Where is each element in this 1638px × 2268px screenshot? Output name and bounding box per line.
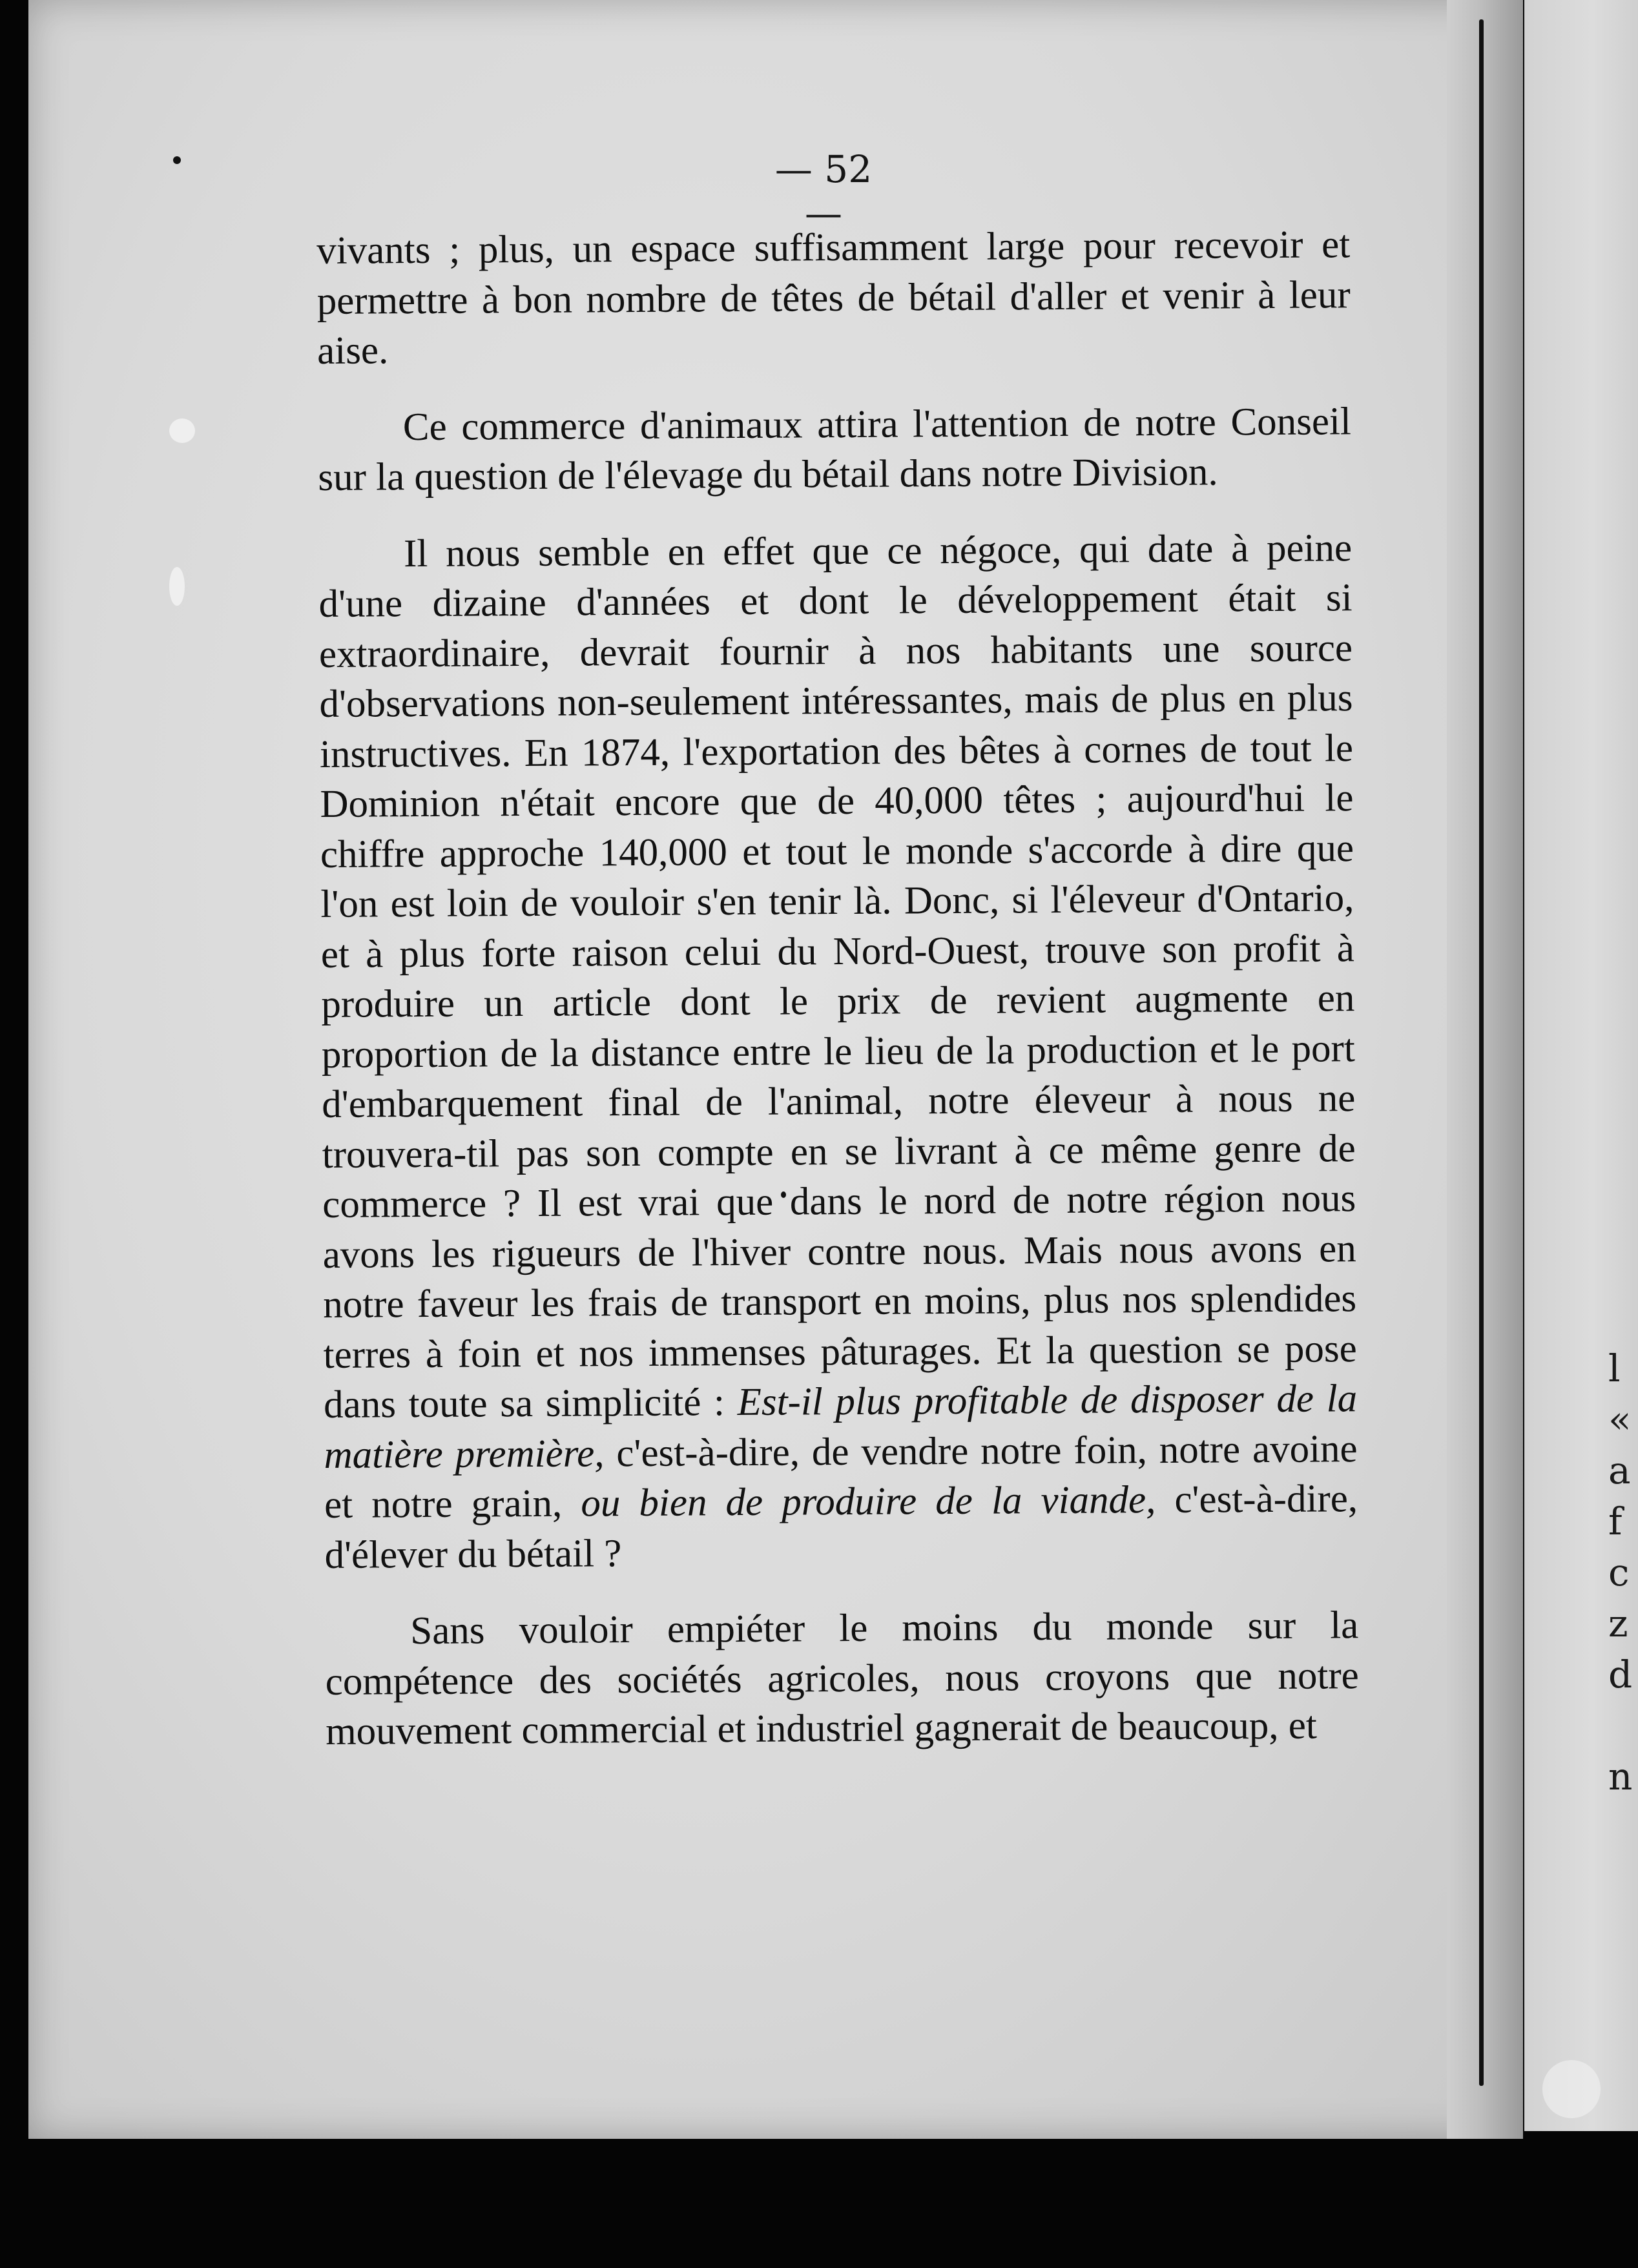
text-run: vivants ; plus, un espace suffisamment large pour recevoir et permettre à bon nombre de têtes de bétail d'aller et venir à leur aise. [316,223,1351,373]
paragraph [325,1600,1359,1757]
italic-text-run: Est-il plus profitable de disposer de la matière première, [324,1377,1358,1477]
body-text [316,220,1360,1783]
italic-text-run: ou bien de produire de la viande, [581,1478,1156,1525]
paragraph [316,220,1351,376]
text-run: Il nous semble en effet que ce négoce, qui date à peine d'une dizaine d'années et dont le développement était si extraordinaire, devrait fournir à nos habitants une source d'observations non-seulement intéressantes, mais de plus en plus instructives. En 1874, l'exportation des bêtes à cornes de tout le Dominion n'était encore que de 40,000 têtes ; aujourd'hui le chiffre approche 140,000 et tout le monde s'accorde à dire que l'on est loin de vouloir s'en tenir là. Donc, si l'éleveur d'Ontario, et à plus forte raison celui du Nord-Ouest, trouve son profit à produire un article dont le prix de revient augmente en proportion de la distance entre le lieu de la production et le port d'embarquement final de l'animal, notre éleveur à nous ne trouvera-til pas son compte en se livrant à ce même genre de commerce ? Il est vrai que dans le nord de notre région nous avons les rigueurs de l'hiver contre nous. Mais nous avons en notre faveur les frais de transport en moins, plus nos splendides terres à foin et nos immenses pâturages. Et la question se pose dans toute sa simplicité : [318,526,1357,1427]
text-run: c'est-à-dire, d'élever du bétail ? [324,1477,1358,1577]
scan-dust [169,418,195,443]
text-run: Ce commerce d'animaux attira l'attention de notre Conseil sur la question de l'élevage du bétail dans notre Division. [318,399,1352,499]
scan-speck [173,156,181,164]
text-run: Sans vouloir empiéter le moins du monde sur la compétence des sociétés agricoles, nous croyons que notre mouvement commercial et industriel gagnerait de beaucoup, et [325,1603,1359,1753]
page-number: — 52 — [774,147,873,235]
paragraph [318,523,1358,1580]
scan-dust [169,567,185,606]
adjacent-page-text-fragment: l « a f c z d n [1608,1346,1633,1799]
paragraph [318,397,1352,503]
binding-crease [1479,19,1484,2086]
adjacent-page-edge [1524,0,1638,2131]
scan-dust [1542,2060,1601,2118]
text-run: c'est-à-dire, de vendre notre foin, notre avoine et notre grain, [324,1427,1358,1527]
page-gutter [1447,0,1523,2139]
